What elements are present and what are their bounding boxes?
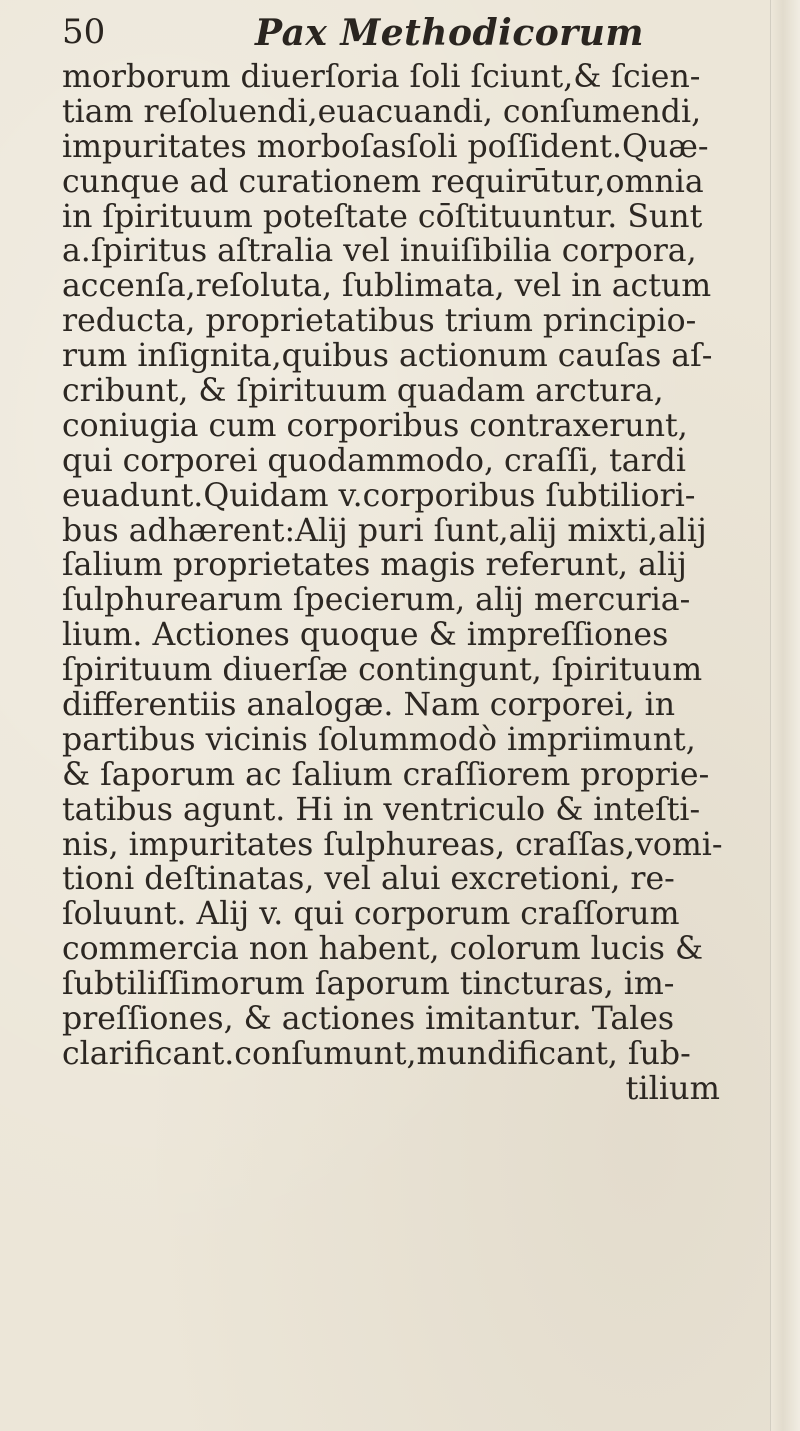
text-line: tilium [625, 1068, 720, 1107]
text-line: ſulphurearum ſpecierum, alij mercuria- [62, 580, 691, 619]
text-line: qui corporei quodammodo, craſſi, tardi [62, 440, 686, 479]
text-line: & ſaporum ac ſalium craſſiorem proprie- [62, 754, 710, 793]
text-line: clarificant.conſumunt,mundificant, ſub- [62, 1033, 691, 1072]
text-line: preſſiones, & actiones imitantur. Tales [62, 999, 675, 1038]
text-line: rum inſignita,quibus actionum cauſas aſ- [62, 336, 713, 375]
text-line: bus adhærent:Alij puri ſunt,alij mixti,alij [62, 510, 707, 549]
running-title: Pax Methodicorum [255, 12, 645, 54]
text-line: tioni deſtinatas, vel alui excretioni, re- [62, 859, 675, 898]
text-line: ſubtiliſſimorum ſaporum tincturas, im- [62, 964, 675, 1003]
text-line: ſalium proprietates magis referunt, alij [62, 545, 687, 584]
page-number: 50 [62, 12, 106, 52]
text-line: cribunt, & ſpirituum quadam arctura, [62, 371, 664, 410]
text-line: accenſa,reſoluta, ſublimata, vel in actum [62, 266, 712, 305]
text-line: euadunt.Quidam v.corporibus ſubtiliori- [62, 475, 696, 514]
text-line: differentiis analogæ. Nam corporei, in [62, 685, 676, 724]
text-line: a.ſpiritus aſtralia vel inuiſibilia corpora, [62, 231, 697, 270]
text-line: impuritates morboſasſoli poſſident.Quæ- [62, 126, 709, 165]
text-line: tiam reſoluendi,euacuandi, conſumendi, [62, 91, 702, 130]
text-line: commercia non habent, colorum lucis & [62, 929, 704, 968]
text-line: partibus vicinis ſolummodò impriimunt, [62, 719, 696, 758]
text-line: coniugia cum corporibus contraxerunt, [62, 405, 688, 444]
text-line: cunque ad curationem requirūtur,omnia [62, 161, 704, 200]
text-line: morborum diuerſoria ſoli ſciunt,& ſcien- [62, 57, 701, 95]
text-line: in ſpirituum poteſtate cōſtituuntur. Sunt [62, 196, 703, 235]
text-line: nis, impuritates ſulphureas, craſſas,vomi- [62, 824, 723, 863]
text-line: ſoluunt. Alij v. qui corporum craſſorum [62, 894, 680, 933]
text-line: reducta, proprietatibus trium principio- [62, 301, 697, 340]
text-line: ſpirituum diuerſæ contingunt, ſpirituum [62, 650, 703, 689]
page-edge-shadow [770, 0, 800, 1431]
text-line: lium. Actiones quoque & impreſſiones [62, 615, 669, 654]
body-text [62, 59, 772, 1106]
text-line: tatibus agunt. Hi in ventriculo & inteſti- [62, 789, 701, 828]
page-header [62, 12, 702, 62]
